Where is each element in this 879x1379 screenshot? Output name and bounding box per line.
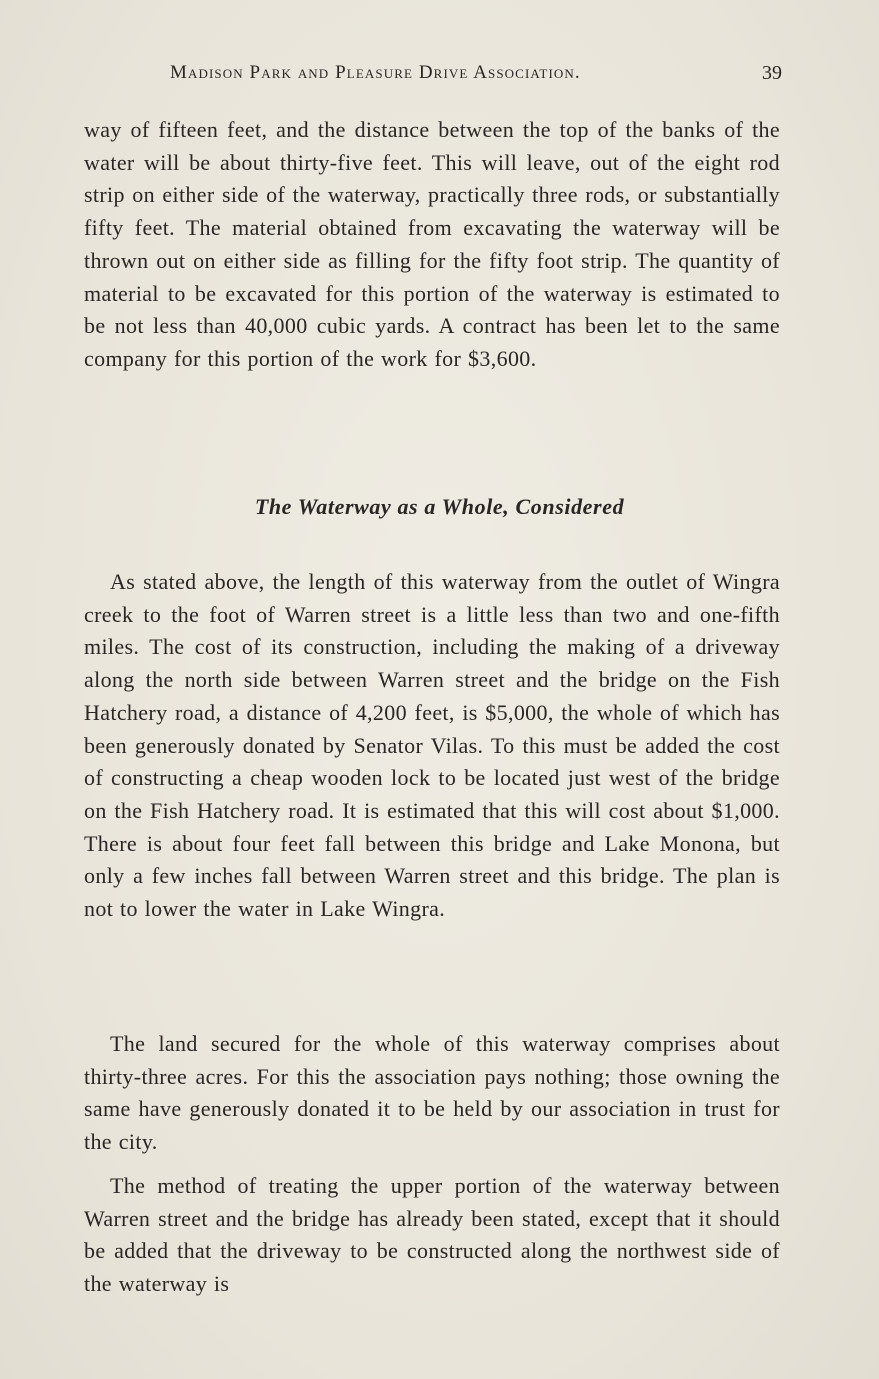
page-header [170, 62, 782, 88]
paragraph-continuation: way of fifteen feet, and the distance between the top of the banks of the water will be about thirty-five feet. This will leave, out of the eight rod strip on either side of the waterway, practically three rods, or substantially fifty feet. The material obtained from excavating the waterway will be thrown out on either side as filling for the fifty foot strip. The quantity of material to be excavated for this portion of the waterway is estimated to be not less than 40,000 cubic yards. A contract has been let to the same company for this portion of the work for $3,600. [84, 117, 780, 371]
section-heading: The Waterway as a Whole, Considered [254, 494, 625, 519]
page-number: 39 [762, 62, 782, 84]
paragraph: The method of treating the upper portion of the waterway between Warren street and the bridge has already been stated, except that it should be added that the driveway to be constructed along the northwest side of the waterway is [84, 1173, 780, 1297]
paragraph: As stated above, the length of this waterway from the outlet of Wingra creek to the foot of Warren street is a little less than two and one-fifth miles. The cost of its construction, including the making of a driveway along the north side between Warren street and the bridge on the Fish Hatchery road, a distance of 4,200 feet, is $5,000, the whole of which has been generously donated by Senator Vilas. To this must be added the cost of constructing a cheap wooden lock to be located just west of the bridge on the Fish Hatchery road. It is estimated that this will cost about $1,000. There is about four feet fall between this bridge and Lake Monona, but only a few inches fall between Warren street and this bridge. The plan is not to lower the water in Lake Wingra. [84, 569, 780, 922]
running-head: Madison Park and Pleasure Drive Association. [170, 62, 581, 83]
paragraph: The land secured for the whole of this waterway comprises about thirty-three acres. For this the association pays nothing; those owning the same have generously donated it to be held by our association in trust for the city. [84, 1031, 780, 1155]
